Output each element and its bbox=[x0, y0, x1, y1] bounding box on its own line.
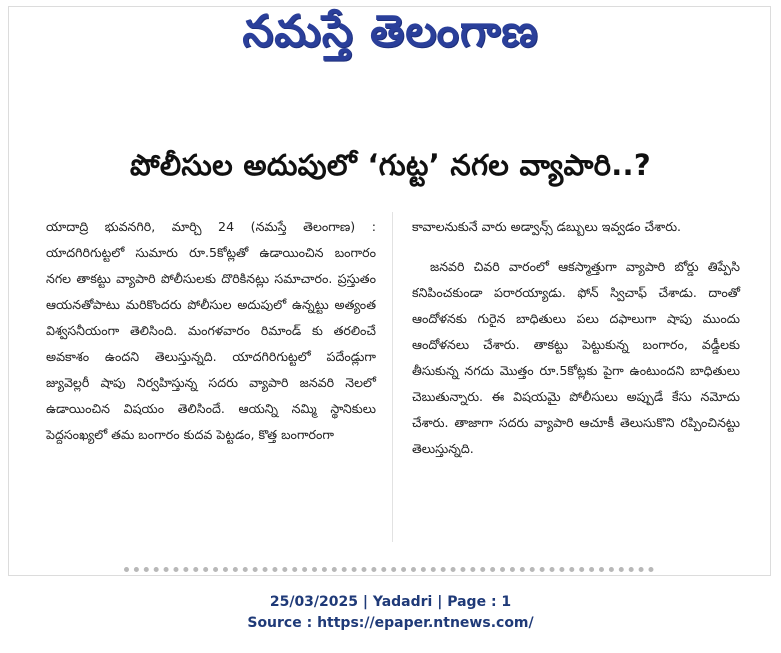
footer-dateline: 25/03/2025 | Yadadri | Page : 1 bbox=[269, 594, 512, 610]
newspaper-masthead: నమస్తే తెలంగాణ bbox=[242, 6, 539, 57]
article-left-column bbox=[46, 214, 376, 448]
right-paragraph-1: కావాలనుకునే వారు అడ్వాన్స్ డబ్బులు ఇవ్వడం చేశారు. bbox=[412, 219, 682, 234]
right-paragraph-2: జనవరి చివరి వారంలో ఆకస్మాత్తుగా వ్యాపారి బోర్డు తిప్పేసి కనిపించకుండా పరారయ్యాడు. ఫోన్ స్విచాఫ్ చేశాడు. దాంతో ఆందోళనకు గురైన బాధితులు పలు దఫాలుగా షాపు ముందు ఆందోళనలు చేశారు. తాకట్టు పెట్టుకున్న బంగారం, వడ్డీలకు తీసుకున్న నగదు మొత్తం రూ.5కోట్లకు పైగా ఉంటుందని బాధితులు చెబుతున్నారు. ఈ విషయమై పోలీసులు అప్పుడే కేసు నమోదు చేశారు. తాజాగా సదరు వ్యాపారి ఆచూకీ తెలుసుకొని రప్పించినట్టు తెలుస్తున్నది. bbox=[412, 259, 740, 456]
article-right-column bbox=[412, 214, 740, 462]
article-headline: పోలీసుల అదుపులో ‘గుట్ట’ నగల వ్యాపారి..? bbox=[130, 148, 651, 182]
column-divider bbox=[392, 212, 393, 542]
dotted-separator bbox=[124, 567, 654, 572]
left-paragraph-1: యాదాద్రి భువనగిరి, మార్చి 24 (నమస్తే తెలంగాణ) : యాదగిరిగుట్టలో సుమారు రూ.5కోట్లతో ఉడాయించిన బంగారం నగల తాకట్టు వ్యాపారి పోలీసులకు దొరికినట్లు సమాచారం. ప్రస్తుతం ఆయనతోపాటు మరికొందరు పోలీసుల అదుపులో ఉన్నట్టు అత్యంత విశ్వసనీయంగా తెలిసింది. మంగళవారం రిమాండ్ కు తరలించే అవకాశం ఉందని తెలుస్తున్నది. యాదగిరిగుట్టలో పదేండ్లుగా జ్యువెల్లరీ షాపు నిర్వహిస్తున్న సదరు వ్యాపారి జనవరి నెలలో ఉడాయించిన విషయం తెలిసిందే. ఆయన్ని నమ్మి స్థానికులు పెద్దసంఖ్యలో తమ బంగారం కుదవ పెట్టడం, కొత్త బంగారంగా bbox=[46, 219, 376, 442]
footer-source: Source : https://epaper.ntnews.com/ bbox=[247, 615, 534, 631]
